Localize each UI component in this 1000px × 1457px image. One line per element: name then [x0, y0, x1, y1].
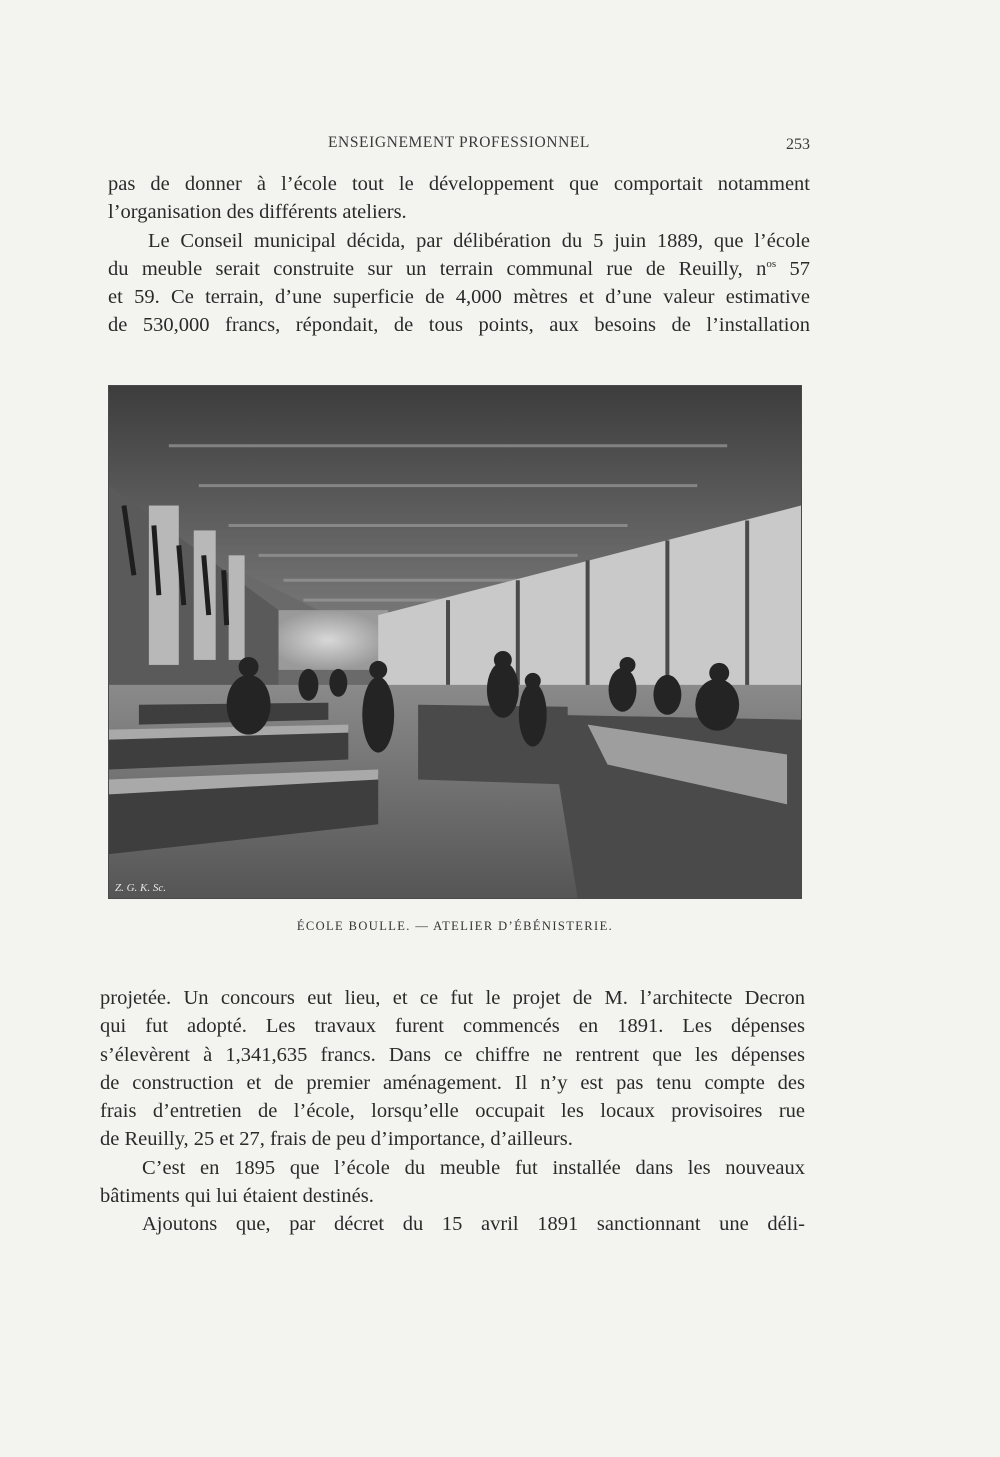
text-line: frais d’entretien de l’école, lorsqu’elle occupait les locaux provisoires rue [100, 1100, 805, 1123]
engraver-signature: Z. G. K. Sc. [115, 882, 167, 894]
text-fragment: du meuble serait construite sur un terrain communal rue de Reuilly, n [108, 257, 767, 280]
running-title: ENSEIGNEMENT PROFESSIONNEL [327, 134, 591, 151]
running-head [108, 132, 810, 156]
text-line: et 59. Ce terrain, d’une superficie de 4,000 mètres et d’une valeur estimative [108, 286, 810, 309]
figure-caption: ÉCOLE BOULLE. — ATELIER D’ÉBÉNISTERIE. [296, 919, 614, 933]
superscript: os [766, 258, 777, 271]
text-line: Ajoutons que, par décret du 15 avril 1891 sanctionnant une déli- [142, 1213, 805, 1236]
page-number: 253 [786, 136, 810, 153]
body-text-bottom [100, 984, 805, 1239]
body-text-top [108, 170, 810, 340]
text-line: l’organisation des différents ateliers. [108, 201, 407, 224]
text-line: de 530,000 francs, répondait, de tous points, aux besoins de l’installation [108, 314, 810, 337]
text-line: C’est en 1895 que l’école du meuble fut installée dans les nouveaux [142, 1156, 805, 1179]
text-line: s’élevèrent à 1,341,635 francs. Dans ce chiffre ne rentrent que les dépenses [100, 1043, 805, 1066]
text-fragment: 57 [776, 257, 810, 280]
text-line: bâtiments qui lui étaient destinés. [100, 1185, 374, 1208]
text-line: pas de donner à l’école tout le développement que comportait notamment [108, 173, 810, 195]
workshop-photograph [108, 385, 802, 899]
text-line: qui fut adopté. Les travaux furent commencés en 1891. Les dépenses [100, 1015, 805, 1038]
workshop-photo-illustration [109, 386, 801, 898]
text-line: de construction et de premier aménagement. Il n’y est pas tenu compte des [100, 1071, 805, 1094]
text-line-with-superscript [108, 255, 810, 283]
text-line: projetée. Un concours eut lieu, et ce fut le projet de M. l’architecte Decron [100, 987, 805, 1009]
text-line: de Reuilly, 25 et 27, frais de peu d’importance, d’ailleurs. [100, 1128, 573, 1151]
text-line: Le Conseil municipal décida, par délibération du 5 juin 1889, que l’école [148, 229, 810, 252]
